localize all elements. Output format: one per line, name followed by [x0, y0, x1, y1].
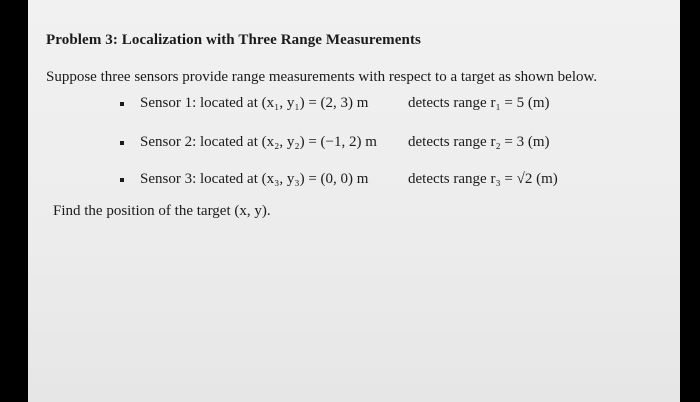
bullet-icon [120, 178, 124, 182]
problem-title: Problem 3: Localization with Three Range Measurements [46, 32, 421, 48]
sensor-location: Sensor 1: located at (x₁, y₁) = (2, 3) m [140, 95, 369, 111]
sensor-location: Sensor 2: located at (x₂, y₂) = (−1, 2) m [140, 134, 377, 150]
bullet-icon [120, 141, 124, 145]
sensor-location: Sensor 3: located at (x₃, y₃) = (0, 0) m [140, 171, 369, 187]
sensor-range: detects range r₁ = 5 (m) [408, 95, 550, 111]
problem-intro: Suppose three sensors provide range measurements with respect to a target as shown below. [46, 69, 598, 85]
sensor-range: detects range r₂ = 3 (m) [408, 134, 550, 150]
bullet-icon [120, 102, 124, 106]
sensor-range: detects range r₃ = √2 (m) [408, 171, 558, 187]
document-page [28, 0, 680, 402]
problem-question: Find the position of the target (x, y). [53, 203, 271, 219]
